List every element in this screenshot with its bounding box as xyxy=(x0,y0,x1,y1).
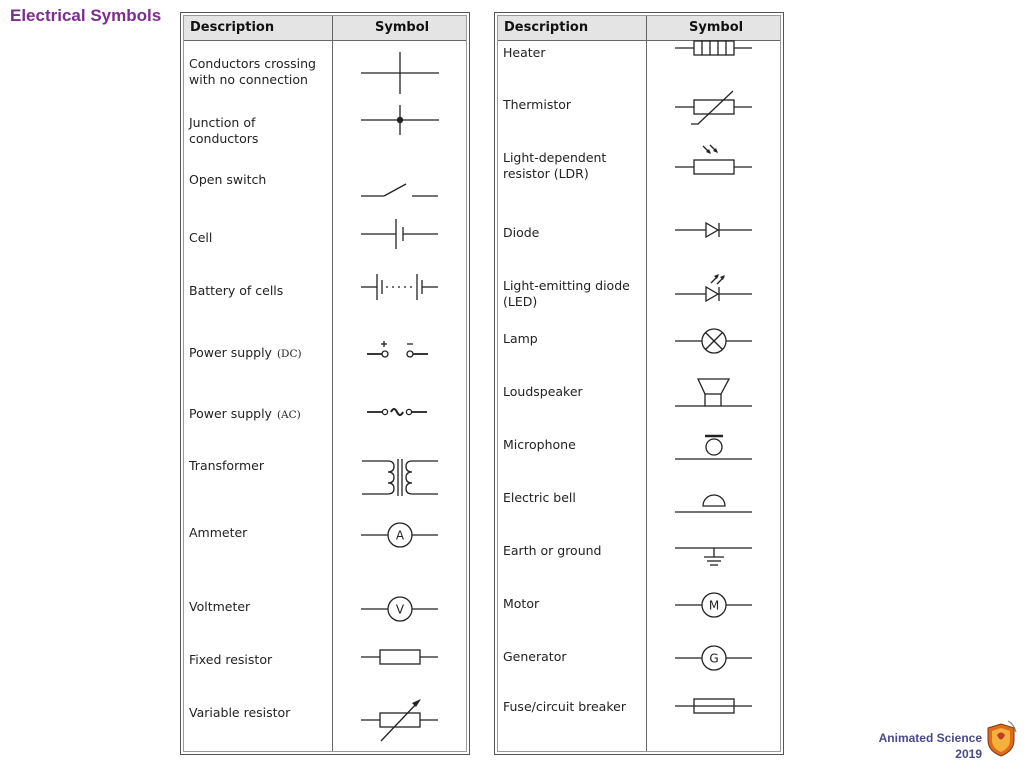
dc-supply-icon xyxy=(351,327,451,377)
row-label: Junction of conductors xyxy=(189,115,259,146)
ac-supply-icon xyxy=(351,387,451,437)
battery-icon xyxy=(351,262,451,312)
voltmeter-letter: V xyxy=(395,602,405,617)
row-label: Light-dependent resistor (LDR) xyxy=(503,150,607,181)
voltmeter-icon xyxy=(351,584,451,634)
row-label: Loudspeaker xyxy=(503,384,583,399)
cell-icon xyxy=(351,209,451,259)
thermistor-icon xyxy=(665,82,765,132)
row-label: Battery of cells xyxy=(189,283,284,298)
row-label: Power supply (DC) xyxy=(189,345,302,360)
microphone-icon xyxy=(665,428,765,478)
heater-icon xyxy=(665,23,765,73)
ldr-icon xyxy=(665,139,765,189)
column-divider xyxy=(332,16,333,751)
header-description: Description xyxy=(504,20,589,35)
brand-credit xyxy=(879,730,982,762)
fuse-icon xyxy=(665,681,765,731)
column-divider xyxy=(646,16,647,751)
row-label: Ammeter xyxy=(189,525,248,540)
ammeter-letter: A xyxy=(395,528,405,543)
junction-icon xyxy=(351,95,451,145)
row-label: Diode xyxy=(503,225,540,240)
row-label: Fuse/circuit breaker xyxy=(503,699,626,714)
lamp-icon xyxy=(665,316,765,366)
row-label: Power supply (AC) xyxy=(189,406,301,421)
transformer-icon xyxy=(351,453,451,503)
row-label: Transformer xyxy=(189,458,265,473)
row-label: Motor xyxy=(503,596,540,611)
header-symbol: Symbol xyxy=(375,20,430,35)
row-label: Microphone xyxy=(503,437,576,452)
ammeter-icon xyxy=(351,510,451,560)
page-title: Electrical Symbols xyxy=(10,6,162,25)
row-label: Variable resistor xyxy=(189,705,291,720)
motor-letter: M xyxy=(708,598,720,613)
symbols-table-right xyxy=(494,12,784,755)
row-label: Earth or ground xyxy=(503,543,602,558)
header-symbol: Symbol xyxy=(689,20,744,35)
generator-letter: G xyxy=(709,651,719,666)
animated-science-logo-icon xyxy=(984,718,1018,758)
row-label: Electric bell xyxy=(503,490,576,505)
table-header xyxy=(184,16,466,41)
loudspeaker-icon xyxy=(665,375,765,425)
row-label: Generator xyxy=(503,649,567,664)
row-label: Light-emitting diode (LED) xyxy=(503,278,630,309)
header-description: Description xyxy=(190,20,275,35)
row-label: Conductors crossing with no connection xyxy=(189,56,316,87)
row-label: Cell xyxy=(189,230,213,245)
row-label: Heater xyxy=(503,45,546,60)
variable-resistor-icon xyxy=(351,695,451,745)
led-icon xyxy=(665,269,765,319)
diode-icon xyxy=(665,205,765,255)
symbols-table-left xyxy=(180,12,470,755)
generator-icon xyxy=(665,633,765,683)
brand-name: Animated Science xyxy=(878,731,982,745)
earth-icon xyxy=(665,532,765,582)
row-label: Fixed resistor xyxy=(189,652,273,667)
open-switch-icon xyxy=(351,158,451,208)
row-label: Lamp xyxy=(503,331,538,346)
fixed-resistor-icon xyxy=(351,632,451,682)
row-label: Thermistor xyxy=(503,97,572,112)
brand-year: 2019 xyxy=(955,747,982,761)
electric-bell-icon xyxy=(665,481,765,531)
motor-icon xyxy=(665,580,765,630)
conductors-crossing-icon xyxy=(351,48,451,98)
row-label: Open switch xyxy=(189,172,267,187)
row-label: Voltmeter xyxy=(189,599,251,614)
